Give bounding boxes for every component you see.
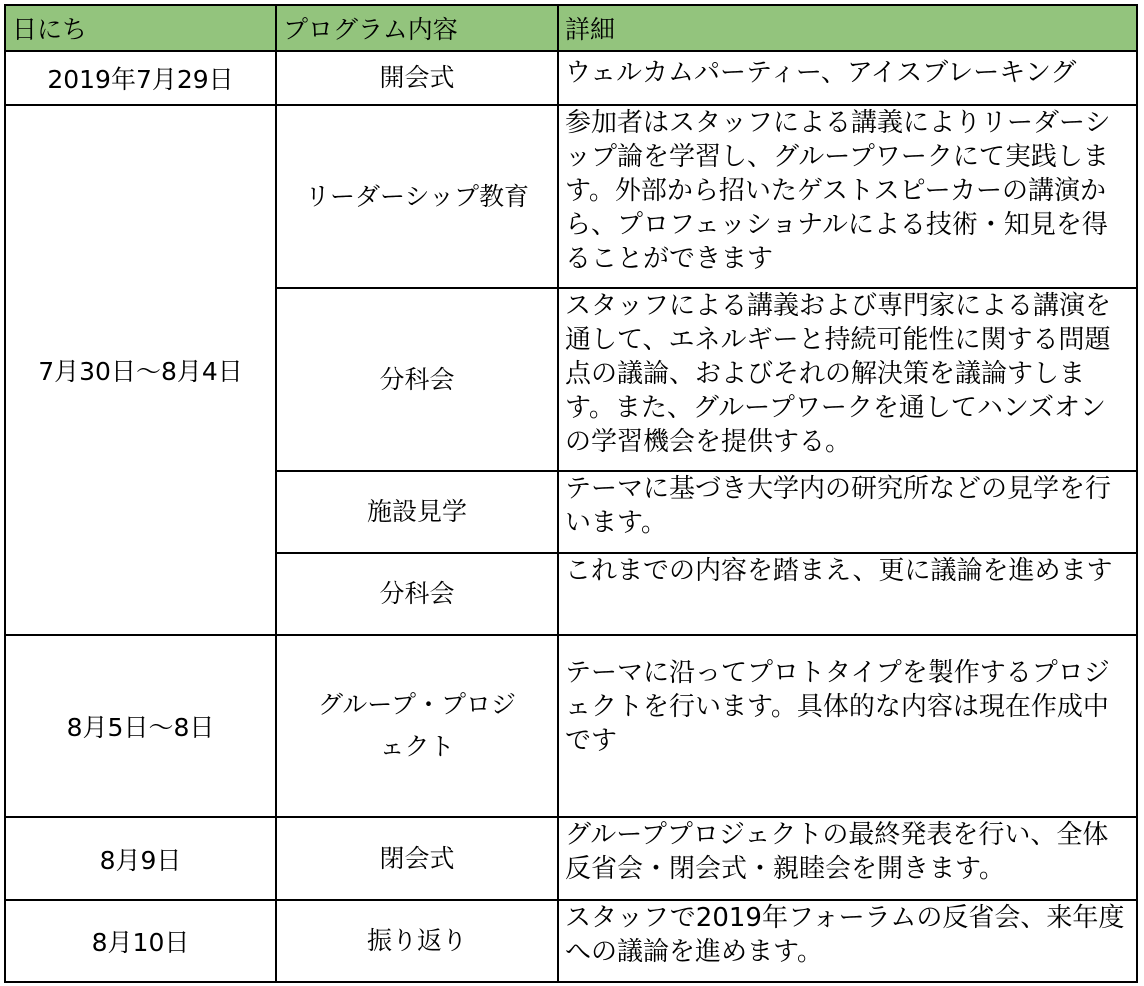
header-row [5,5,1137,51]
program-cell: 施設見学 [276,471,558,553]
date-cell: 2019年7月29日 [5,51,276,105]
header-date: 日にち [5,5,276,51]
program-cell: リーダーシップ教育 [276,105,558,288]
detail-cell: スタッフで2019年フォーラムの反省会、来年度への議論を進めます。 [558,900,1137,982]
table-row [5,817,1137,900]
detail-cell: テーマに基づき大学内の研究所などの見学を行います。 [558,471,1137,553]
detail-cell: スタッフによる講義および専門家による講演を通して、エネルギーと持続可能性に関する問題点の議論、およびそれの解決策を議論すします。また、グループワークを通してハンズオンの学習機会を提供する。 [558,288,1137,471]
detail-cell: テーマに沿ってプロトタイプを製作するプロジェクトを行います。具体的な内容は現在作成中です [558,635,1137,817]
date-cell: 8月9日 [5,817,276,900]
table-row [5,635,1137,817]
program-cell: 開会式 [276,51,558,105]
date-cell: 7月30日〜8月4日 [5,105,276,635]
detail-cell: これまでの内容を踏まえ、更に議論を進めます [558,553,1137,635]
date-cell: 8月5日〜8日 [5,635,276,817]
program-cell: グループ・プロジェクト [276,635,558,817]
program-cell: 振り返り [276,900,558,982]
header-detail: 詳細 [558,5,1137,51]
table-row [5,900,1137,982]
table-row [5,51,1137,105]
detail-cell: グループプロジェクトの最終発表を行い、全体反省会・閉会式・親睦会を開きます。 [558,817,1137,900]
header-program: プログラム内容 [276,5,558,51]
detail-cell: 参加者はスタッフによる講義によりリーダーシップ論を学習し、グループワークにて実践します。外部から招いたゲストスピーカーの講演から、プロフェッショナルによる技術・知見を得ることができます [558,105,1137,288]
schedule-table [4,4,1138,983]
program-cell: 分科会 [276,553,558,635]
table-row [5,105,1137,288]
program-cell: 分科会 [276,288,558,471]
detail-cell: ウェルカムパーティー、アイスブレーキング [558,51,1137,105]
date-cell: 8月10日 [5,900,276,982]
program-cell: 閉会式 [276,817,558,900]
